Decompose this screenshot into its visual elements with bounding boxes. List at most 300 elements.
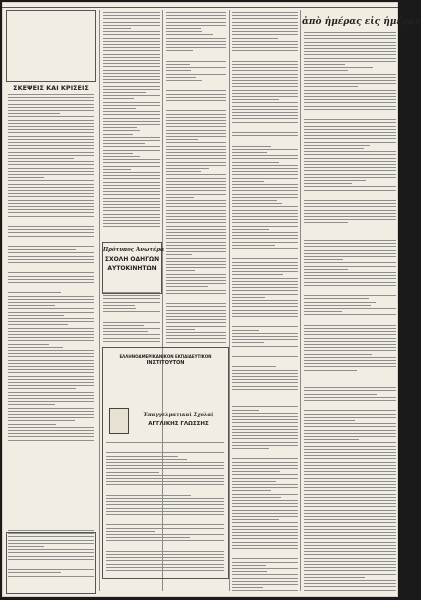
text-line [232, 373, 298, 374]
text-line [304, 148, 364, 149]
text-line [8, 379, 94, 380]
text-line [304, 449, 396, 450]
text-line [103, 130, 140, 131]
text-line [8, 569, 94, 570]
text-line [304, 183, 352, 184]
text-line [8, 433, 94, 434]
text-line [304, 190, 396, 191]
text-line [232, 262, 298, 263]
text-line [232, 581, 298, 582]
text-line [304, 102, 396, 103]
text-line [106, 465, 224, 466]
text-line [232, 568, 298, 569]
text-line [304, 516, 396, 517]
text-line [103, 311, 160, 312]
text-line [232, 500, 298, 501]
text-line [232, 462, 298, 463]
text-line [304, 484, 396, 485]
text-line [166, 267, 226, 268]
text-line [304, 331, 396, 332]
text-line [166, 142, 226, 143]
text-line [8, 196, 94, 197]
text-line [103, 308, 136, 309]
text-line [8, 259, 94, 260]
text-line [8, 110, 94, 111]
text-line [304, 174, 396, 175]
text-line [232, 268, 298, 269]
text-line [103, 143, 145, 144]
text-line [8, 559, 94, 560]
text-line [103, 102, 160, 103]
text-line [166, 80, 202, 81]
text-line [304, 256, 396, 257]
text-line [232, 155, 298, 156]
ad-line-2: ΙΝΣΤΙΤΟΥΤΟΝ [146, 360, 185, 366]
text-line [232, 74, 298, 75]
text-line [304, 366, 396, 367]
text-line [166, 149, 226, 150]
text-line [304, 35, 396, 36]
text-line [166, 329, 195, 330]
text-line [304, 580, 396, 581]
text-line [8, 430, 94, 431]
text-line [304, 285, 396, 286]
ad-line-4: ΑΓΓΛΙΚΗΣ ΓΛΩΣΣΗΣ [148, 421, 209, 427]
text-line [103, 214, 160, 215]
text-line [232, 468, 298, 469]
text-line [8, 152, 94, 153]
text-line [106, 511, 224, 512]
text-line [232, 478, 298, 479]
text-line [166, 168, 209, 169]
text-line [166, 22, 226, 23]
text-line [106, 508, 224, 509]
text-line [166, 97, 226, 98]
text-line [8, 184, 94, 185]
text-line [304, 338, 396, 339]
text-line [166, 50, 193, 51]
text-line [232, 448, 269, 449]
text-line [166, 61, 226, 62]
text-line [103, 156, 140, 157]
text-line [8, 420, 75, 421]
text-line [304, 80, 396, 81]
text-line [232, 274, 283, 275]
text-line [106, 560, 224, 561]
text-line [166, 100, 226, 101]
text-line [103, 105, 160, 106]
text-line [304, 42, 396, 43]
text-line [304, 70, 348, 71]
text-line [232, 146, 271, 147]
text-line [166, 114, 226, 115]
text-line [166, 187, 226, 188]
text-line [8, 347, 63, 348]
text-line [8, 536, 94, 537]
text-line [232, 22, 298, 23]
text-line [106, 495, 191, 496]
text-line [304, 513, 396, 514]
text-line [166, 174, 226, 175]
text-line [166, 213, 226, 214]
text-line [232, 162, 279, 163]
text-line [8, 145, 94, 146]
text-line [166, 133, 226, 134]
text-line [232, 590, 298, 591]
text-line [304, 222, 348, 223]
text-line [8, 94, 94, 95]
text-line [103, 305, 135, 306]
text-line [304, 203, 396, 204]
text-line [304, 61, 396, 62]
text-line [103, 153, 133, 154]
text-line [103, 76, 160, 77]
text-line [8, 142, 94, 143]
text-line [232, 106, 298, 107]
text-line [103, 178, 160, 179]
text-line [304, 506, 396, 507]
text-line [103, 182, 160, 183]
text-line [103, 322, 160, 323]
text-line [8, 305, 55, 306]
text-line [8, 436, 94, 437]
text-line [103, 127, 137, 128]
text-line [166, 242, 226, 243]
text-line [304, 334, 396, 335]
text-line [232, 190, 298, 191]
text-line [304, 240, 396, 241]
text-line [304, 96, 396, 97]
text-line [232, 203, 282, 204]
text-line [304, 305, 371, 306]
text-line [166, 171, 201, 172]
text-line [232, 313, 298, 314]
text-line [232, 284, 298, 285]
text-line [166, 235, 226, 236]
text-line [232, 232, 298, 233]
text-line [232, 494, 298, 495]
text-line [8, 417, 94, 418]
text-line [8, 177, 44, 178]
text-line [166, 248, 226, 249]
text-line [166, 200, 226, 201]
text-line [8, 209, 94, 210]
text-line [304, 38, 396, 39]
text-line [166, 155, 226, 156]
text-line [166, 152, 226, 153]
text-line [8, 249, 76, 250]
section-headline: ΣΚΕΨΕΙΣ ΚΑΙ ΚΡΙΣΕΙΣ [13, 84, 89, 92]
text-line [103, 146, 160, 147]
text-line [304, 551, 396, 552]
text-line [232, 503, 298, 504]
text-line [232, 300, 298, 301]
text-line [166, 222, 226, 223]
text-line [103, 34, 160, 35]
text-line [106, 481, 224, 482]
text-line [304, 397, 396, 398]
text-line [304, 561, 396, 562]
text-line [304, 67, 373, 68]
text-line [166, 342, 226, 343]
driving-school-subtitle: ΣΧΟΛΗ ΟΔΗΓΩΝ [104, 256, 160, 263]
text-line [304, 180, 366, 181]
text-line [304, 132, 396, 133]
text-line [304, 478, 396, 479]
text-line [232, 41, 298, 42]
text-line [232, 102, 298, 103]
text-line [8, 388, 76, 389]
text-line [8, 440, 94, 441]
text-line [166, 194, 226, 195]
text-line [103, 54, 160, 55]
text-line [304, 341, 396, 342]
text-line [103, 31, 160, 32]
text-line [103, 325, 144, 326]
text-line [304, 360, 396, 361]
text-line [232, 535, 298, 536]
text-line [232, 545, 298, 546]
text-line [8, 272, 94, 273]
text-line [304, 567, 396, 568]
text-line [8, 139, 94, 140]
text-line [106, 475, 224, 476]
text-line [232, 584, 298, 585]
text-line [8, 324, 68, 325]
text-line [8, 556, 94, 557]
text-line [304, 243, 396, 244]
text-line [232, 326, 298, 327]
text-line [304, 64, 345, 65]
text-line [166, 293, 226, 294]
text-line [166, 190, 226, 191]
text-line [8, 190, 94, 191]
text-line [166, 254, 192, 255]
text-line [166, 232, 226, 233]
text-line [232, 178, 298, 179]
text-line [304, 532, 396, 533]
text-line [103, 220, 160, 221]
text-line [8, 129, 94, 130]
text-line [8, 164, 94, 165]
text-line [166, 120, 226, 121]
text-line [166, 25, 226, 26]
text-line [232, 442, 298, 443]
text-line [166, 117, 226, 118]
text-line [304, 158, 396, 159]
text-line [8, 552, 94, 553]
text-line [103, 50, 160, 51]
text-line [8, 236, 94, 237]
text-line [103, 204, 160, 205]
text-line [232, 303, 298, 304]
text-line [166, 270, 195, 271]
text-line [232, 245, 275, 246]
text-line [232, 516, 298, 517]
text-line [304, 548, 396, 549]
text-line [232, 413, 298, 414]
text-line [166, 313, 226, 314]
text-line [8, 369, 94, 370]
text-line [103, 210, 160, 211]
text-line [8, 226, 94, 227]
text-line [106, 442, 224, 443]
text-line [304, 119, 396, 120]
text-line [304, 282, 396, 283]
text-line [232, 513, 298, 514]
text-line [103, 108, 136, 109]
text-line [166, 219, 226, 220]
text-line [232, 465, 298, 466]
text-line [304, 347, 396, 348]
text-line [232, 558, 298, 559]
text-line [232, 64, 298, 65]
institute-emblem-icon [109, 408, 129, 434]
text-line [166, 74, 226, 75]
text-line [304, 357, 396, 358]
text-line [304, 213, 396, 214]
text-line [232, 216, 298, 217]
text-line [166, 165, 226, 166]
text-line [166, 258, 226, 259]
text-line [304, 126, 396, 127]
text-line [103, 223, 160, 224]
text-line [8, 229, 94, 230]
text-line [8, 116, 94, 117]
text-line [304, 142, 396, 143]
newspaper-page [2, 2, 421, 597]
text-line [8, 401, 94, 402]
text-line [8, 398, 94, 399]
text-line [232, 235, 298, 236]
text-line [232, 248, 298, 249]
text-line [166, 322, 226, 323]
text-line [8, 113, 60, 114]
text-line [232, 474, 298, 475]
text-line [103, 63, 160, 64]
bottom-left-notice [6, 532, 96, 594]
text-line [8, 414, 94, 415]
text-line [232, 587, 263, 588]
text-line [304, 558, 396, 559]
text-line [103, 169, 131, 170]
text-line [232, 435, 298, 436]
text-line [8, 411, 94, 412]
text-line [166, 286, 208, 287]
text-line [166, 261, 226, 262]
text-line [232, 47, 298, 48]
text-line [232, 83, 298, 84]
text-line [103, 137, 160, 138]
text-line [166, 338, 226, 339]
text-line [232, 379, 298, 380]
text-line [8, 216, 94, 217]
text-line [304, 278, 396, 279]
text-line [232, 265, 298, 266]
text-line [232, 229, 269, 230]
text-line [106, 540, 224, 541]
text-line [232, 44, 298, 45]
text-line [166, 31, 202, 32]
text-line [304, 48, 396, 49]
text-line [304, 583, 396, 584]
text-line [103, 191, 160, 192]
text-line [166, 47, 226, 48]
text-line [232, 18, 298, 19]
text-line [166, 245, 226, 246]
text-line [166, 332, 226, 333]
text-line [304, 269, 348, 270]
text-line [103, 159, 160, 160]
text-line [8, 262, 94, 263]
text-line [8, 171, 94, 172]
text-line [106, 551, 224, 552]
text-line [166, 130, 226, 131]
text-line [304, 564, 396, 565]
text-line [103, 86, 160, 87]
text-line [232, 458, 298, 459]
text-line [103, 194, 160, 195]
text-line [106, 554, 224, 555]
text-line [232, 28, 298, 29]
text-line [103, 12, 160, 13]
text-line [166, 274, 226, 275]
text-line [8, 292, 61, 293]
text-line [8, 408, 94, 409]
text-line [304, 109, 396, 110]
text-line [8, 395, 94, 396]
text-line [232, 422, 298, 423]
text-line [103, 57, 160, 58]
text-line [8, 180, 94, 181]
text-line [103, 226, 160, 227]
text-line [304, 538, 396, 539]
column-rule [99, 10, 100, 591]
text-line [8, 385, 94, 386]
text-line [304, 462, 396, 463]
text-line [232, 80, 298, 81]
text-line [232, 34, 298, 35]
text-line [232, 330, 259, 331]
text-line [304, 99, 396, 100]
text-line [232, 481, 276, 482]
text-line [304, 275, 396, 276]
text-line [304, 219, 396, 220]
text-line [166, 303, 226, 304]
text-line [232, 342, 264, 343]
text-line [232, 271, 298, 272]
text-line [8, 318, 94, 319]
text-line [8, 308, 94, 309]
text-line [166, 15, 226, 16]
text-line [232, 168, 298, 169]
text-line [8, 120, 94, 121]
text-line [166, 184, 226, 185]
text-line [304, 58, 396, 59]
text-line [103, 338, 160, 339]
text-line [166, 229, 226, 230]
text-line [304, 206, 396, 207]
text-line [232, 165, 298, 166]
text-line [232, 526, 298, 527]
text-line [232, 226, 298, 227]
text-line [232, 174, 298, 175]
text-line [166, 158, 226, 159]
text-line [304, 32, 396, 33]
text-line [232, 571, 267, 572]
text-line [166, 290, 226, 291]
text-line [232, 15, 298, 16]
